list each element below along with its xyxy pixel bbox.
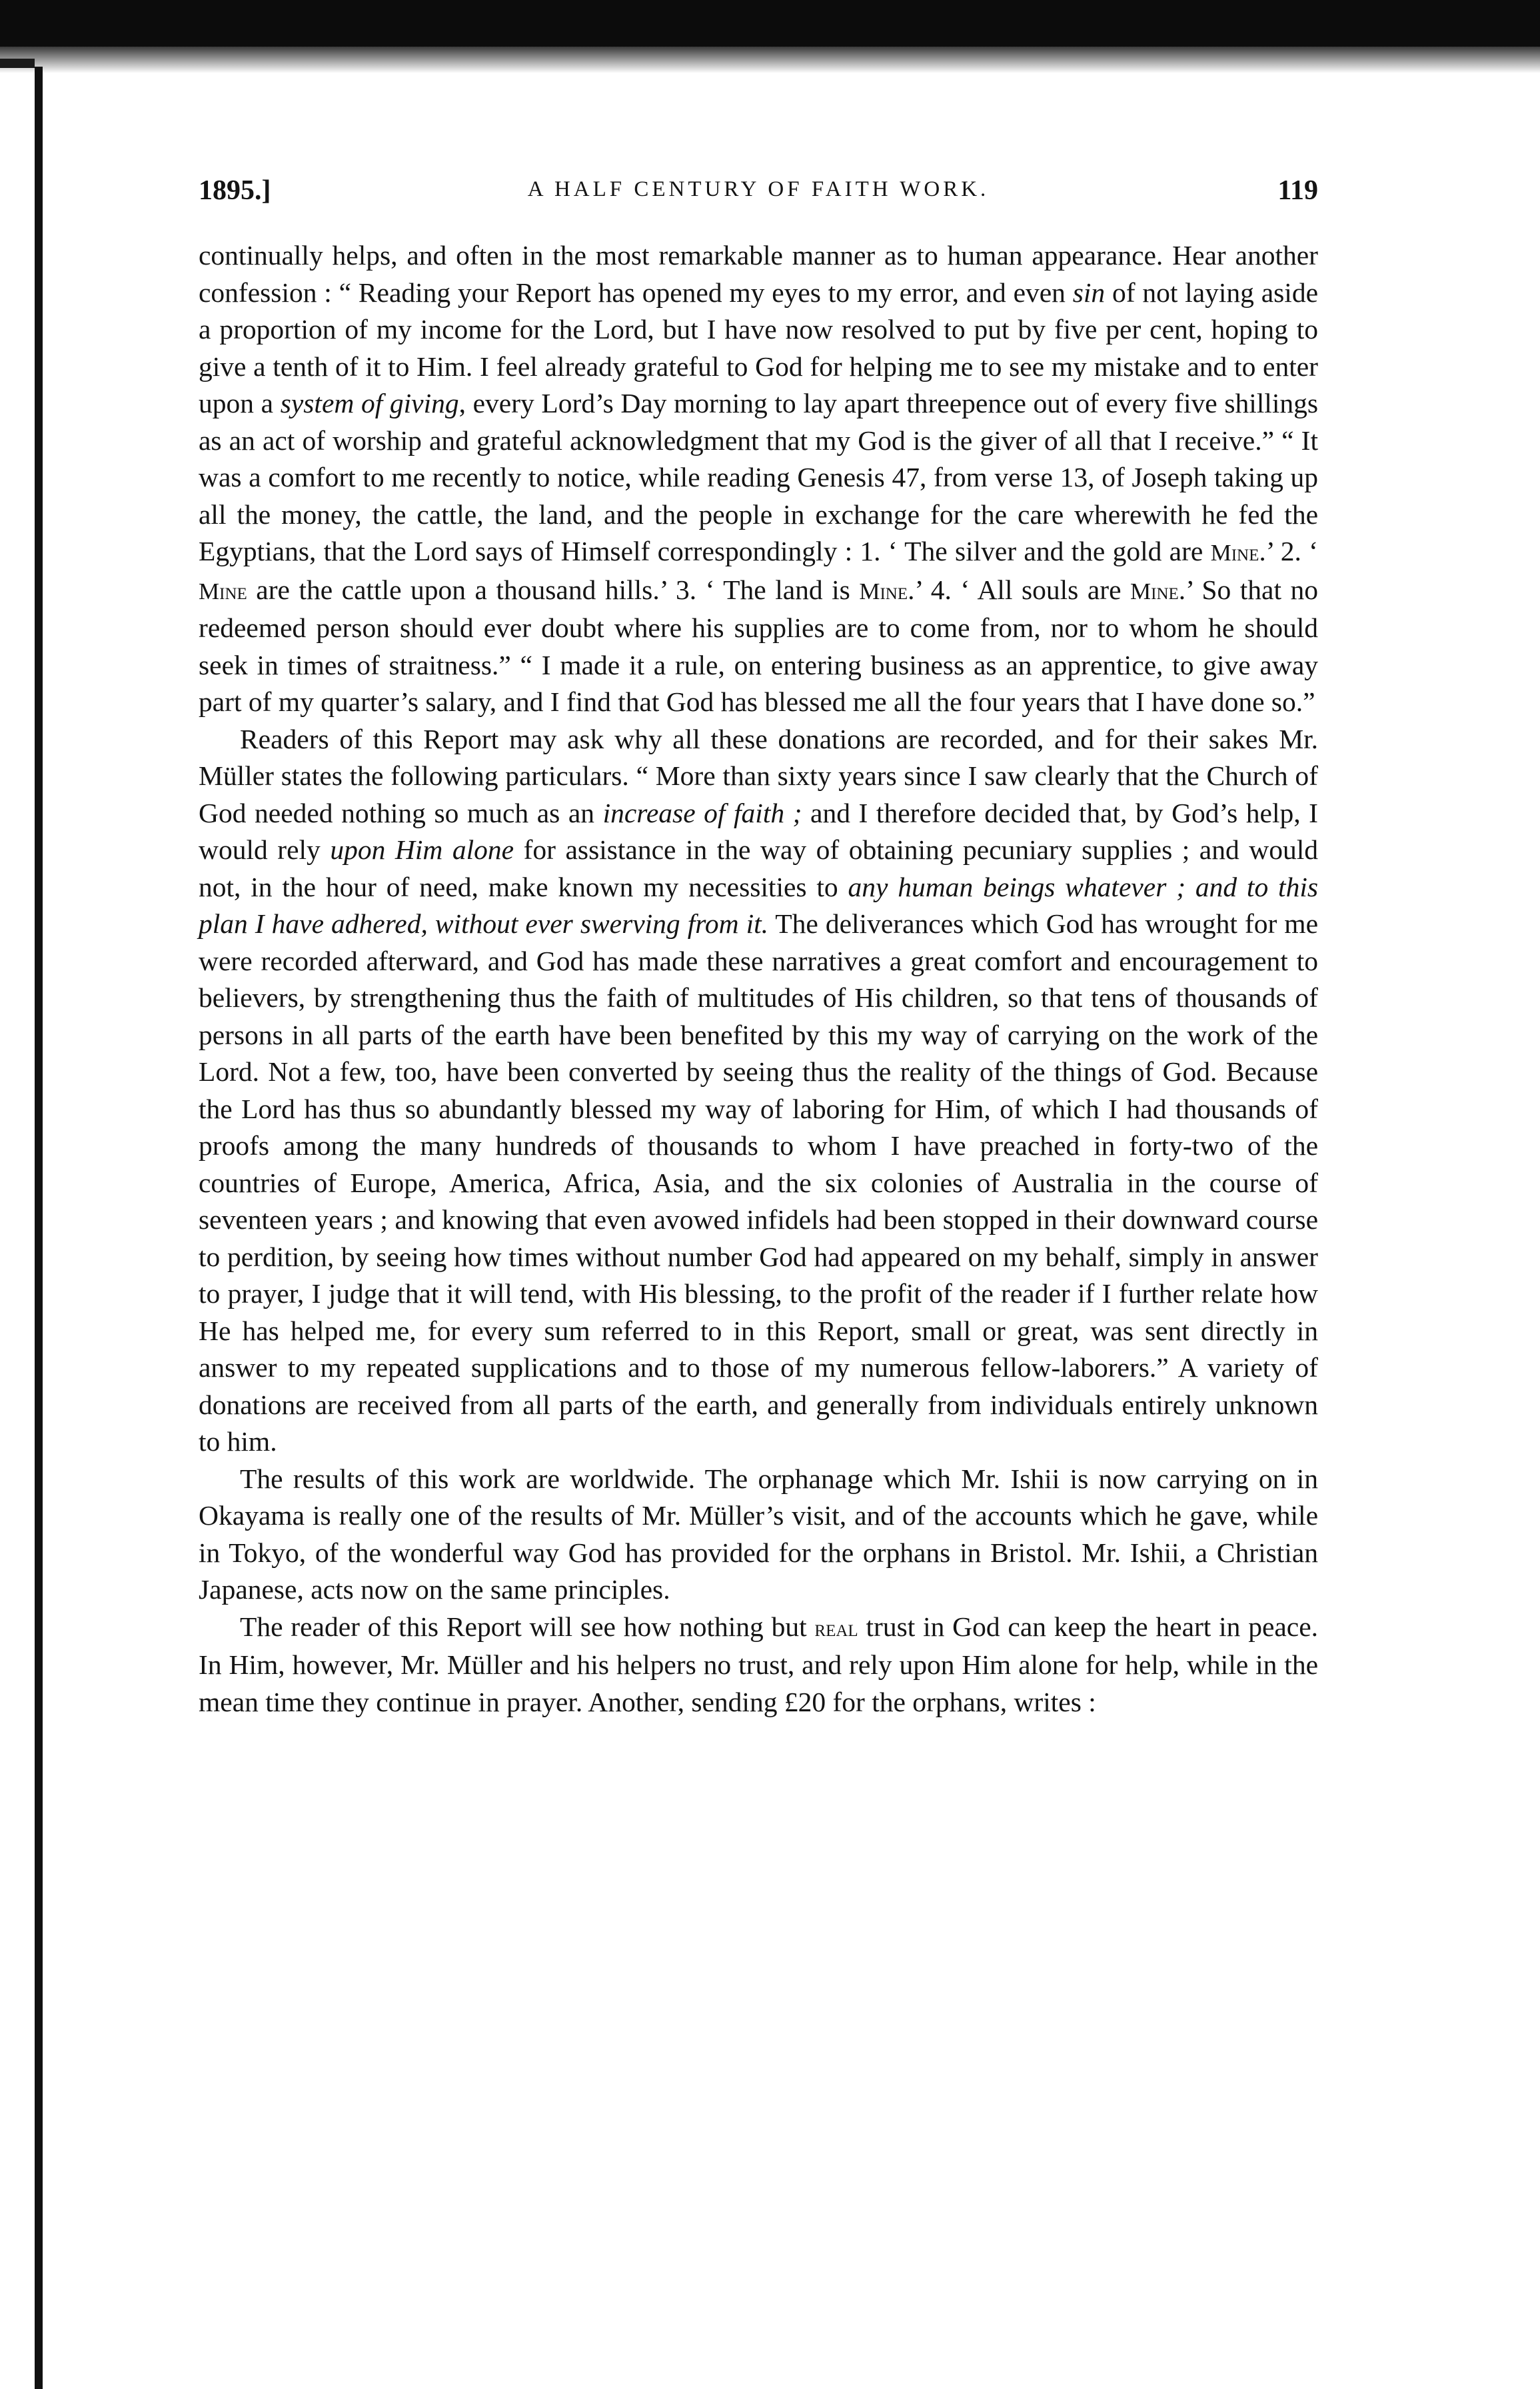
p2-text-e: for assistance in the way of obtaining pecuniary supplies ; and would not, in the hour of need, make known my necessities to bbox=[199, 834, 1318, 902]
scan-border-shadow bbox=[0, 47, 1540, 73]
p2-italic-any-human-beings: any human beings whatever ; and to this plan I have adhered, without ever swerving from it. bbox=[199, 871, 1319, 939]
p1-text-e: , every Lord’s Day morning to lay apart threepence out of every five shillings as an act of worship and grateful acknowledgment that my God is the giver of all that I receive.” “ It was a comfort to me recently to notice, while reading Genesis 47, from verse 13, of Joseph taking up all the money, the cattle, the land, and the people in exchange for the care wherewith he fed the Egyptians, that the Lord says of Himself correspondingly : 1. ‘ The silver and the gold are bbox=[199, 388, 1319, 566]
p1-text-k: .’ 4. ‘ All souls are bbox=[908, 574, 1130, 605]
p4-text-c: trust in God can keep the heart in peace. In Him, however, Mr. Müller and his helpers no trust, and rely upon Him alone for help, while in the mean time they continue in prayer. Another, sending £20 for the orphans, writes : bbox=[199, 1611, 1318, 1717]
p1-text-a: continually helps, and often in the most remarkable manner as to human appearance. Hear another confession : “ Reading your Report has opened my eyes to my error, and even bbox=[199, 240, 1318, 308]
scan-border-left bbox=[35, 67, 43, 2389]
p2-italic-upon-him-alone: upon Him alone bbox=[330, 834, 514, 865]
page-number: 119 bbox=[1277, 175, 1318, 206]
paragraph-4 bbox=[199, 1609, 1318, 1721]
p1-smallcaps-mine-3: Mine bbox=[859, 578, 908, 604]
scan-border-corner bbox=[0, 59, 35, 68]
p2-text-a: Readers of this Report may ask why all these donations are recorded, and for their sakes Mr. Müller states the following particulars. “ More than sixty years since I saw clearly that the Church of God needed nothing so much as an bbox=[199, 723, 1318, 828]
p1-italic-sin: sin bbox=[1072, 277, 1106, 308]
header-year: 1895.] bbox=[199, 175, 271, 206]
p2-text-g: The deliverances which God has wrought for me were recorded afterward, and God has made these narratives a great comfort and encouragement to believers, by strengthening thus the faith of multitudes of His children, so that tens of thousands of persons in all parts of the earth have been benefited by this my way of carrying on the work of the Lord. Not a few, too, have been converted by seeing thus the reality of the things of God. Because the Lord has thus so abundantly blessed my way of laboring for Him, of which I had thousands of proofs among the many hundreds of thousands to whom I have preached in forty-two of the countries of Europe, America, Africa, Asia, and the six colonies of Australia in the course of seventeen years ; and knowing that even avowed infidels had been stopped in their downward course to perdition, by seeing how times without number God had appeared on my behalf, simply in answer to prayer, I judge that it will tend, with His blessing, to the profit of the reader if I further relate how He has helped me, for every sum referred to in this Report, small or great, was sent directly in answer to my repeated supplications and to those of my numerous fellow-laborers.” A variety of donations are received from all parts of the earth, and generally from individuals entirely unknown to him. bbox=[199, 908, 1318, 1457]
p2-text-c: and I therefore decided that, by God’s help, I would rely bbox=[199, 797, 1318, 865]
page-body bbox=[199, 237, 1318, 1721]
scan-border-top bbox=[0, 0, 1540, 47]
p4-text-a: The reader of this Report will see how nothing but bbox=[240, 1611, 815, 1642]
p1-text-c: of not laying aside a proportion of my income for the Lord, but I have now resolved to put by five per cent, hoping to give a tenth of it to Him. I feel already grateful to God for helping me to see my mistake and to enter upon a bbox=[199, 277, 1318, 418]
running-title: A HALF CENTURY OF FAITH WORK. bbox=[527, 177, 990, 201]
p1-text-g: .’ 2. ‘ bbox=[1259, 536, 1319, 566]
p1-text-m: .’ So that no redeemed person should ever doubt where his supplies are to come from, nor to whom he should seek in times of straitness.” “ I made it a rule, on entering business as an apprentice, to give away part of my quarter’s salary, and I find that God has blessed me all the four years that I have done so.” bbox=[199, 574, 1318, 717]
paragraph-1 bbox=[199, 237, 1318, 721]
p1-smallcaps-mine-1: Mine bbox=[1210, 540, 1259, 566]
paragraph-2 bbox=[199, 721, 1318, 1461]
p1-smallcaps-mine-4: Mine bbox=[1130, 578, 1179, 604]
p1-smallcaps-mine-2: Mine bbox=[199, 578, 247, 604]
p2-italic-increase-of-faith: increase of faith ; bbox=[602, 797, 802, 828]
running-header bbox=[199, 175, 1318, 215]
paragraph-3: The results of this work are worldwide. The orphanage which Mr. Ishii is now carrying on in Okayama is really one of the results of Mr. Müller’s visit, and of the accounts which he gave, while in Tokyo, of the wonderful way God has provided for the orphans in Bristol. Mr. Ishii, a Christian Japanese, acts now on the same principles. bbox=[199, 1463, 1318, 1605]
p4-smallcaps-real: real bbox=[814, 1615, 858, 1641]
p1-italic-system-of-giving: system of giving bbox=[280, 388, 459, 418]
p1-text-i: are the cattle upon a thousand hills.’ 3. ‘ The land is bbox=[247, 574, 860, 605]
